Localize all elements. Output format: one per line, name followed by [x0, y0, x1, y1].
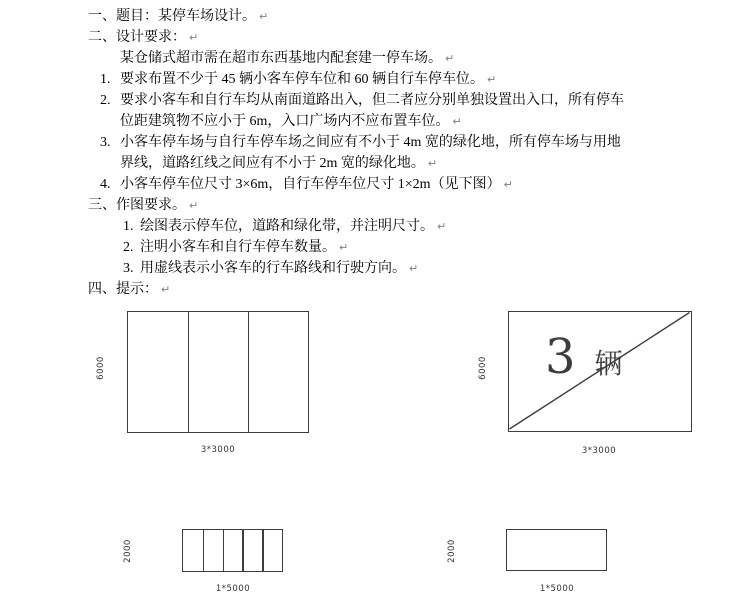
list-number: 1.: [123, 219, 134, 234]
line-text: 用虚线表示小客车的行车路线和行驶方向。: [140, 261, 406, 276]
doc-line-section3: [88, 197, 198, 214]
paragraph-mark-icon: ↵: [259, 10, 269, 23]
list-number: 3.: [123, 261, 134, 276]
stall-divider: [262, 530, 264, 571]
paragraph-mark-icon: ↵: [427, 157, 438, 170]
paragraph-mark-icon: ↵: [189, 31, 199, 44]
stall-divider: [242, 530, 244, 571]
paragraph-mark-icon: ↵: [445, 52, 455, 65]
doc-line-item: [123, 218, 446, 235]
doc-line-item: [123, 260, 418, 277]
line-text: 小客车停车场与自行车停车场之间应有不小于 4m 宽的绿化地，所有停车场与用地: [120, 135, 621, 150]
stall-divider: [203, 530, 205, 571]
dim-label-horizontal: 3*3000: [200, 445, 236, 455]
list-number: 4.: [100, 177, 111, 192]
section-number: 二、: [88, 30, 116, 45]
section-number: 三、: [88, 198, 116, 213]
line-text: 界线，道路红线之间应有不小于 2m 宽的绿化地。: [120, 156, 425, 171]
line-text: 设计要求：: [116, 30, 186, 45]
paragraph-mark-icon: ↵: [161, 283, 171, 296]
dim-label-horizontal: 1*5000: [539, 584, 575, 594]
doc-line-item: [123, 239, 348, 256]
section-number: 一、: [88, 9, 116, 24]
line-text: 小客车停车位尺寸 3×6m，自行车停车位尺寸 1×2m（见下图）: [120, 177, 501, 192]
paragraph-mark-icon: ↵: [409, 262, 419, 275]
list-number: 1.: [100, 72, 111, 87]
paragraph-mark-icon: ↵: [503, 178, 513, 191]
stall-divider: [248, 312, 250, 432]
line-text: 提示：: [116, 282, 158, 297]
stall-divider: [223, 530, 225, 571]
dim-label-vertical: 6000: [96, 356, 106, 380]
paragraph-mark-icon: ↵: [452, 115, 462, 128]
doc-line-item: [100, 134, 624, 151]
section-number: 四、: [88, 282, 116, 297]
line-text: 要求布置不少于 45 辆小客车停车位和 60 辆自行车停车位。: [120, 72, 484, 87]
doc-line-continuation: [120, 113, 462, 130]
vehicle-count-annotation: 3 辆: [545, 329, 628, 385]
line-text: 绘图表示停车位，道路和绿化带，并注明尺寸。: [140, 219, 434, 234]
line-text: 题目：某停车场设计。: [116, 9, 256, 24]
line-text: 作图要求。: [116, 198, 186, 213]
doc-line-section2: [88, 29, 198, 46]
dim-label-vertical: 6000: [478, 356, 488, 380]
dim-label-horizontal: 1*5000: [215, 584, 251, 594]
line-text: 要求小客车和自行车均从南面道路出入，但二者应分别单独设置出入口，所有停车: [120, 93, 624, 108]
dim-label-horizontal: 3*3000: [581, 446, 617, 456]
car-stall-diagram: [127, 311, 309, 433]
list-number: 2.: [100, 93, 111, 108]
stall-divider: [188, 312, 190, 432]
bike-area-diagram: [506, 529, 607, 571]
doc-line-item: [100, 92, 627, 109]
doc-line-paragraph: [120, 50, 454, 67]
doc-line-title: [88, 8, 268, 25]
bike-stall-diagram: [182, 529, 283, 572]
dim-label-vertical: 2000: [447, 539, 457, 563]
line-text: 注明小客车和自行车停车数量。: [140, 240, 336, 255]
list-number: 2.: [123, 240, 134, 255]
paragraph-mark-icon: ↵: [487, 73, 497, 86]
paragraph-mark-icon: ↵: [189, 199, 199, 212]
list-number: 3.: [100, 135, 111, 150]
doc-line-section4: [88, 281, 170, 298]
paragraph-mark-icon: ↵: [437, 220, 447, 233]
doc-line-item: [100, 71, 496, 88]
paragraph-mark-icon: ↵: [339, 241, 349, 254]
line-text: 位距建筑物不应小于 6m，入口广场内不应布置车位。: [120, 114, 450, 129]
line-text: 某仓储式超市需在超市东西基地内配套建一停车场。: [120, 51, 442, 66]
dim-label-vertical: 2000: [123, 539, 133, 563]
doc-line-item: [100, 176, 513, 193]
doc-line-continuation: [120, 155, 437, 172]
